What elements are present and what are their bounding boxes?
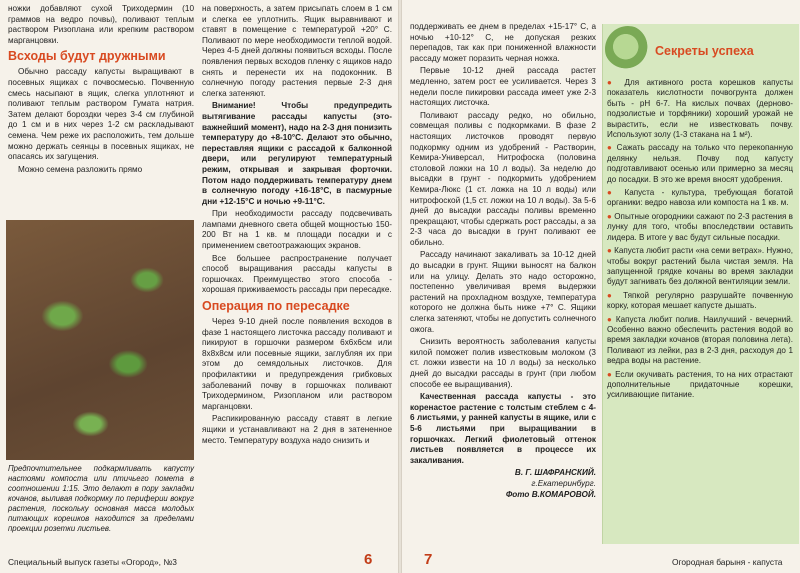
bullet-icon: ●	[607, 188, 625, 198]
right-column-1	[410, 22, 596, 500]
page-number-7: 7	[424, 551, 433, 568]
bullet-icon: ●	[607, 78, 625, 87]
heading-sprouts: Всходы будут дружными	[8, 49, 166, 64]
left-column-2	[202, 4, 392, 448]
bullet-icon: ●	[607, 211, 615, 221]
author-signature: В. Г. ШАФРАНСКИЙ.	[514, 468, 596, 478]
right-page	[402, 0, 800, 573]
cabbage-leaf-icon	[605, 26, 651, 72]
paragraph: Через 9-10 дней после появления всходов в фазе 1 настоящего листочка рассаду поливают и пикируют в горшочки размером 6х6х6см или 8х8х8см или посевные ящики, заглубляя их при этом до семядольных листочков. Для профилактики и предупреждения грибковых заболеваний почву в горшочках поливают Триходермином, Ризопланом или раствором марганцовки.	[202, 317, 392, 411]
heading-transplant: Операция по пересадке	[202, 299, 350, 314]
tip-item: ● Капуста любит полив. Наилучший - вечерний. Особенно важно обеспечить растения водой во время закладки кочанов (вторая половина лета). Поливают из лейки, раз в 2-3 дня, расходуя до 1 ведра воды на растение.	[607, 314, 793, 366]
paragraph: на поверхность, а затем присыпать слоем в 1 см и слегка ее уплотнить. Ящик выравнивают и ставят в помещение с температурой +20° С. Поливают по мере необходимости теплой водой. Через 4-5 дней должны появиться всходы. После появления первых всходов пленку с ящиков надо снять и перенести их на подоконник. В солнечную погоду растения первые 2-3 дня слегка затеняют.	[202, 4, 392, 98]
bullet-icon: ●	[607, 246, 615, 256]
tip-item: ● Капуста - культура, требующая богатой органики: ведро навоза или компоста на 1 кв. м.	[607, 188, 793, 208]
bullet-icon: ●	[607, 143, 617, 153]
paragraph: При необходимости рассаду подсвечивать лампами дневного света общей мощностью 150-200 Вт на 1 кв. м площади посадки и с применением светоотражающих экранов.	[202, 209, 392, 251]
intro-text: ножки добавляют сухой Триходермин (10 граммов на ведро почвы), поливают теплым раствором Ризоплана или крепким раствором марганцовки.	[8, 4, 194, 45]
quality-paragraph: Качественная рассада капусты - это коренастое растение с толстым стеблем с 4-6 листьями, у ранней капусты в ящике, или с 5-6 листьями при выращивании в горшочках. Легкий фиолетовый оттенок листьев появляется в процессе их закаливания.	[410, 392, 596, 465]
left-column-1	[8, 4, 194, 177]
right-footer: Огородная барыня - капуста	[672, 557, 783, 567]
bullet-icon: ●	[607, 369, 616, 379]
tip-item: ● Если окучивать растения, то на них отрастают дополнительные придаточные корешки, усиливающие питание.	[607, 369, 793, 400]
left-page	[0, 0, 398, 573]
bullet-icon: ●	[607, 290, 624, 300]
sidebar-list	[607, 78, 793, 404]
paragraph: Снизить вероятность заболевания капусты килой поможет полив известковым молоком (3 ст. ложки извести на 10 л воды) за несколько дней до высадки рассады в грунт (при любом способе ее выращивания).	[410, 337, 596, 389]
watering-paragraph: Поливают рассаду редко, но обильно, совмещая поливы с подкормками. В фазе 2 настоящих листочков проводят первую подкормку одним из удобрений - Растворин, Кемира-Универсал, Нитрофоска (половина столовой ложки на 10 л воды). За неделю до высадки в грунт - подкормить удобрением Кемира-Люкс (1 ст. ложка на 10 л воды) или нитрофоской (1,5 ст. ложки на 10 л воды). За 5-6 дней до высадки рассады поливы временно прекращают, чтобы сдержать рост рассады, а за 2-3 часа до высадки в грунт поливают ее обильно.	[410, 110, 596, 247]
tip-item: ● Капуста любит расти «на семи ветрах». Нужно, чтобы вокруг растений была чистая земля. На запущенной грядке кочаны во время закладки будут загнивать без должной вентиляции земли.	[607, 246, 793, 287]
tips-sidebar	[602, 24, 799, 544]
left-footer: Специальный выпуск газеты «Огород», №3	[8, 557, 177, 567]
seedlings-photo	[6, 220, 194, 460]
paragraph: Все большее распространение получает способ выращивания рассады капусты в горшочках. Преимущество этого способа - хорошая приживаемость рассады при пересадке.	[202, 253, 392, 295]
paragraph: Обычно рассаду капусты выращивают в посевных ящиках с почвосмесью. Почвенную смесь насыпают в ящик, слегка уплотняют и поливают теплым раствором Гумата натрия. Затем делают бороздки через 3-4 см глубиной до 1 см и в них через 1-2 см раскладывают семена. Чем реже их расположить, тем дольше можно держать сеянцы в посевных ящиках, не опасаясь их загущения.	[8, 67, 194, 162]
tip-item: ● Для активного роста корешков капусты показатель кислотности почвогрунта должен быть - рН 6-7. На кислых почвах (дерново-подзолистые и торфяники) хороший урожай не вырастить, если не известковать почву. Используют золу (1-3 стакана на 1 м²).	[607, 78, 794, 140]
paragraph: Первые 10-12 дней рассада растет медленно, затем рост ее усиливается. Через 3 недели после пикировки рассада имеет уже 2-3 настоящих листочка.	[410, 66, 596, 108]
paragraph: поддерживать ее днем в пределах +15-17° С, а ночью +10-12° С, не допуская резких перепадов, так как при пониженной влажности рассаду может поразить черная ножка.	[410, 22, 596, 63]
tip-item: ● Опытные огородники сажают по 2-3 растения в лунку для того, чтобы впоследствии оставить лидера. В итоге у вас будут сильные посадки.	[607, 211, 793, 242]
photo-credit: Фото В.КОМАРОВОЙ.	[505, 489, 596, 499]
paragraph: Рассаду начинают закаливать за 10-12 дней до высадки в грунт. Ящики выносят на балкон или на улицу. Делать это надо осторожно, постепенно увеличивая время выдержки растений на прохладном воздухе, температура которого не должна быть ниже +7° С. Ящики слегка затеняют, чтобы не допустить солнечного ожога.	[410, 250, 596, 334]
sidebar-title: Секреты успеха	[655, 44, 754, 58]
photo-caption: Предпочтительнее подкармливать капусту настоями компоста или птичьего помета в соотношении 1:15. Это делают в пору закладки кочанов, выливая подкормку по периферии вокруг растения, поскольку основная масса молодых питающих корешков находится за пределами проекции розетки листьев.	[8, 464, 194, 533]
bullet-icon: ●	[607, 314, 616, 324]
paragraph: Можно семена разложить прямо	[18, 164, 143, 174]
tip-item: ● Тяпкой регулярно разрушайте почвенную корку, которая мешает капусте дышать.	[607, 290, 793, 311]
paragraph: Распикированную рассаду ставят в легкие ящики и устанавливают на 2 дня в затененное место. Температуру воздуха надо снизить и	[202, 414, 392, 445]
author-city: г.Екатеринбург.	[531, 478, 596, 488]
tip-item: ● Сажать рассаду на только что перекопанную делянку нельзя. Почву под капусту подготавливают осенью или примерно за месяц до посадки. В это же время вносят удобрения.	[607, 143, 793, 184]
attention-paragraph: Внимание! Чтобы предупредить вытягивание рассады капусты (это-важнейший момент), надо на 2-3 дня понизить температуру до +8-10°С. Делают это обычно, переставляя ящики с рассадой к балконной двери, или регулируют температурный режим, открывая и закрывая форточки. Потом надо поддерживать температуру днем в солнечную погоду +16-18°С, в пасмурные дни +12-15°С и ночью +9-11°С.	[202, 101, 392, 206]
page-number-6: 6	[364, 551, 373, 568]
